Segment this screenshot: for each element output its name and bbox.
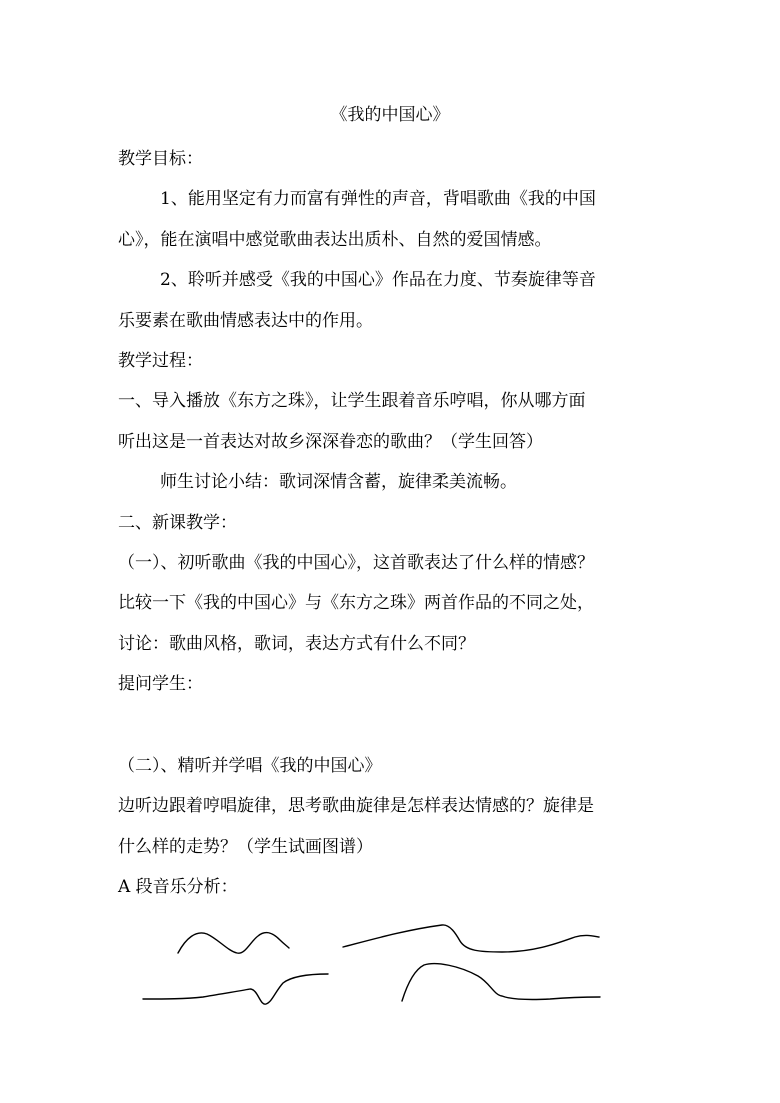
- heading-teaching-process: 教学过程：: [118, 351, 203, 371]
- document-title: 《我的中国心》: [330, 105, 450, 125]
- goal-1-line-1: 1、能用坚定有力而富有弹性的声音，背唱歌曲《我的中国: [160, 189, 596, 209]
- goal-1-line-2: 心》，能在演唱中感觉歌曲表达出质朴、自然的爱国情感。: [118, 230, 552, 250]
- part-1-line-3: 讨论：歌曲风格，歌词，表达方式有什么不同？: [118, 634, 475, 654]
- section-a-analysis: A 段音乐分析：: [118, 877, 238, 897]
- heading-new-lesson: 二、新课教学：: [118, 513, 237, 533]
- part-2-line-2: 什么样的走势？（学生试画图谱）: [118, 837, 373, 857]
- part-2-heading: （二）、精听并学唱《我的中国心》: [118, 756, 382, 776]
- part-1-line-1: （一）、初听歌曲《我的中国心》，这首歌表达了什么样的情感？: [118, 553, 594, 573]
- heading-teaching-goals: 教学目标：: [118, 149, 203, 169]
- part-1-line-2: 比较一下《我的中国心》与《东方之珠》两首作品的不同之处，: [118, 593, 594, 613]
- discussion-summary: 师生讨论小结：歌词深情含蓄，旋律柔美流畅。: [160, 472, 517, 492]
- melody-contour-1: [178, 933, 289, 954]
- section-1-line-2: 听出这是一首表达对故乡深深眷恋的歌曲？（学生回答）: [118, 432, 543, 452]
- goal-2-line-1: 2、聆听并感受《我的中国心》作品在力度、节奏旋律等音: [160, 270, 596, 290]
- part-2-line-1: 边听边跟着哼唱旋律，思考歌曲旋律是怎样表达情感的？旋律是: [118, 796, 594, 816]
- melody-contour-3: [143, 974, 328, 1004]
- ask-students: 提问学生：: [118, 674, 203, 694]
- goal-2-line-2: 乐要素在歌曲情感表达中的作用。: [118, 311, 373, 331]
- section-1-line-1: 一、导入播放《东方之珠》，让学生跟着音乐哼唱，你从哪方面: [118, 391, 586, 411]
- melody-contour-2: [343, 925, 599, 952]
- melody-contour-4: [402, 964, 600, 1001]
